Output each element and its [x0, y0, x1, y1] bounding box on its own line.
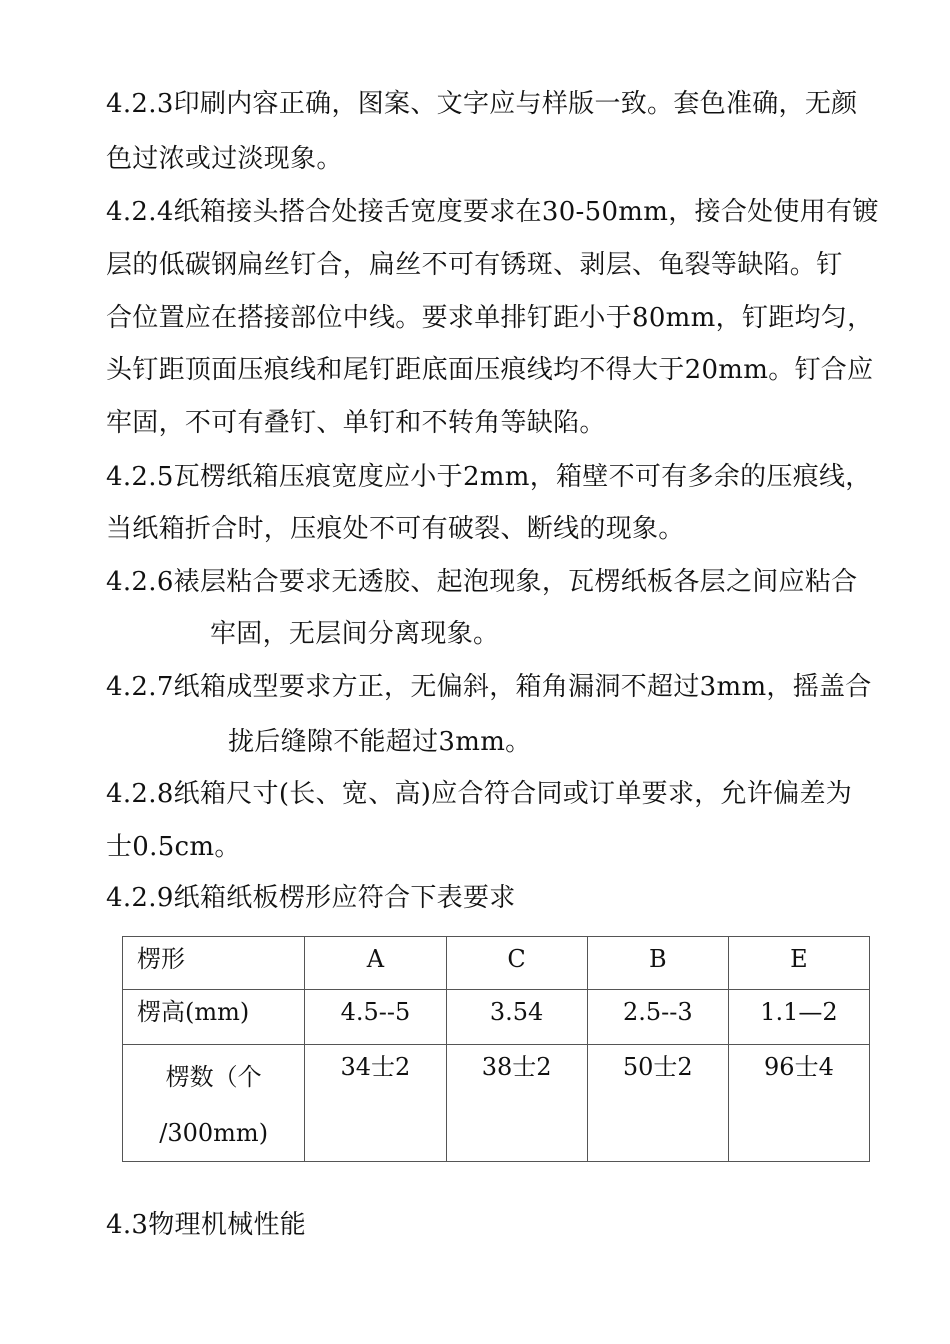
paragraph-4-2-4-line-1: 4.2.4纸箱接头搭合处接舌宽度要求在30-50mm，接合处使用有镀 — [106, 197, 879, 227]
table-cell: 3.54 — [446, 990, 587, 1045]
paragraph-4-2-7-line-2: 拢后缝隙不能超过3mm。 — [228, 727, 532, 757]
paragraph-4-2-4-line-5: 牢固，不可有叠钉、单钉和不转角等缺陷。 — [106, 408, 606, 438]
table-row — [123, 937, 870, 990]
table-cell: 1.1—2 — [728, 990, 869, 1045]
paragraph-4-2-9-line-1: 4.2.9纸箱纸板楞形应符合下表要求 — [106, 883, 516, 913]
table-cell: 2.5--3 — [587, 990, 728, 1045]
table-header-cell: E — [728, 937, 869, 990]
paragraph-4-2-8-line-2: 士0.5cm。 — [106, 832, 241, 862]
table-cell: 96士4 — [728, 1045, 869, 1162]
paragraph-4-2-7-line-1: 4.2.7纸箱成型要求方正，无偏斜，箱角漏洞不超过3mm，摇盖合 — [106, 672, 872, 702]
paragraph-4-2-5-line-2: 当纸箱折合时，压痕处不可有破裂、断线的现象。 — [106, 514, 685, 544]
paragraph-4-2-6-line-1: 4.2.6裱层粘合要求无透胶、起泡现象，瓦楞纸板各层之间应粘合 — [106, 567, 858, 597]
section-heading-4-3: 4.3物理机械性能 — [106, 1210, 307, 1240]
table-header-cell: A — [305, 937, 446, 990]
table-row — [123, 1045, 870, 1162]
paragraph-4-2-4-line-2: 层的低碳钢扁丝钉合，扁丝不可有锈斑、剥层、龟裂等缺陷。钉 — [106, 250, 843, 280]
table-row — [123, 990, 870, 1045]
table-cell: 38士2 — [446, 1045, 587, 1162]
table-cell-line: /300mm) — [159, 1119, 269, 1147]
paragraph-4-2-3-line-1: 4.2.3印刷内容正确，图案、文字应与样版一致。套色准确，无颜 — [106, 89, 858, 119]
paragraph-4-2-6-line-2: 牢固，无层间分离现象。 — [210, 619, 500, 649]
paragraph-4-2-4-line-3: 合位置应在搭接部位中线。要求单排钉距小于80mm，钉距均匀， — [106, 303, 874, 333]
paragraph-4-2-3-line-2: 色过浓或过淡现象。 — [106, 144, 343, 174]
table-header-cell: 楞形 — [123, 937, 305, 990]
table-header-cell: C — [446, 937, 587, 990]
paragraph-4-2-4-line-4: 头钉距顶面压痕线和尾钉距底面压痕线均不得大于20mm。钉合应 — [106, 355, 874, 385]
paragraph-4-2-8-line-1: 4.2.8纸箱尺寸(长、宽、高)应合符合同或订单要求，允许偏差为 — [106, 779, 853, 809]
flute-spec-table — [122, 936, 870, 1162]
table-cell: 50士2 — [587, 1045, 728, 1162]
table-header-cell: B — [587, 937, 728, 990]
table-cell: 楞高(mm) — [123, 990, 305, 1045]
table-cell: 4.5--5 — [305, 990, 446, 1045]
paragraph-4-2-5-line-1: 4.2.5瓦楞纸箱压痕宽度应小于2mm，箱壁不可有多余的压痕线， — [106, 462, 872, 492]
table-cell — [123, 1045, 305, 1162]
table-cell-line: 楞数（个 — [165, 1063, 262, 1091]
table-cell: 34士2 — [305, 1045, 446, 1162]
